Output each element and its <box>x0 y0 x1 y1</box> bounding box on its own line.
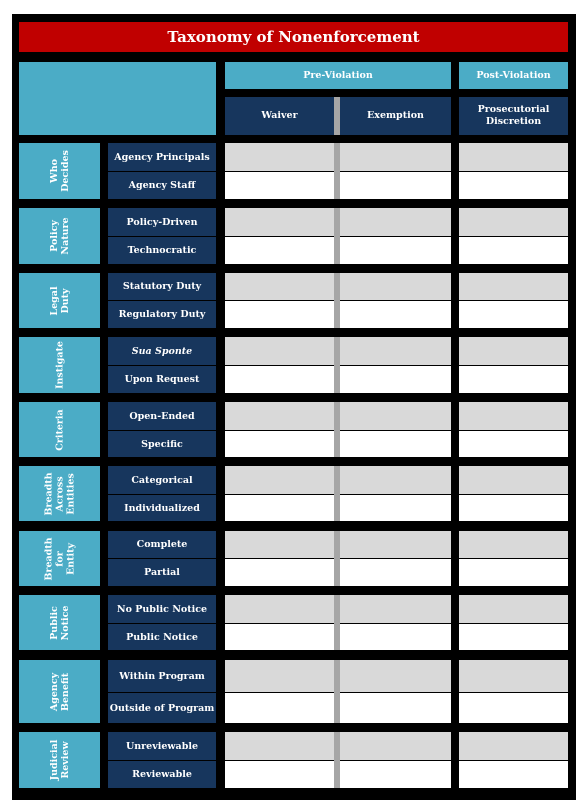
option-label: Agency Principals <box>108 143 216 171</box>
exemption-cell <box>340 366 451 393</box>
exemption-cell <box>340 143 451 171</box>
pre-violation-header: Pre-Violation <box>225 62 451 89</box>
option-label: Outside of Program <box>108 693 216 723</box>
prosecutorial-discretion-cell <box>459 431 568 457</box>
prosecutorial-discretion-cell <box>459 273 568 300</box>
option-label: Categorical <box>108 466 216 494</box>
prosecutorial-discretion-cell <box>459 143 568 171</box>
prosecutorial-discretion-cell <box>459 466 568 494</box>
post-violation-header: Post-Violation <box>459 62 568 89</box>
option-label: Public Notice <box>108 624 216 650</box>
prosecutorial-discretion-cell <box>459 559 568 586</box>
category-label: Judicial Review <box>48 739 71 781</box>
exemption-cell <box>340 172 451 199</box>
prosecutorial-discretion-cell <box>459 624 568 650</box>
option-label: Sua Sponte <box>108 337 216 365</box>
prosecutorial-discretion-cell <box>459 301 568 328</box>
option-label: Specific <box>108 431 216 457</box>
category-breadth-for-entity <box>19 531 100 586</box>
waiver-cell <box>225 402 334 430</box>
waiver-cell <box>225 143 334 171</box>
exemption-cell <box>340 466 451 494</box>
exemption-cell <box>340 531 451 558</box>
option-label: Unreviewable <box>108 732 216 760</box>
category-label: Policy Nature <box>48 217 71 255</box>
waiver-cell <box>225 761 334 788</box>
category-label: Public Notice <box>48 605 71 640</box>
waiver-cell <box>225 301 334 328</box>
prosecutorial-discretion-cell <box>459 337 568 365</box>
waiver-cell <box>225 431 334 457</box>
exemption-cell <box>340 208 451 236</box>
option-label: Open-Ended <box>108 402 216 430</box>
waiver-cell <box>225 237 334 264</box>
waiver-cell <box>225 366 334 393</box>
option-label: Technocratic <box>108 237 216 264</box>
exemption-cell <box>340 495 451 521</box>
option-label: Individualized <box>108 495 216 521</box>
prosecutorial-discretion-cell <box>459 172 568 199</box>
option-label: No Public Notice <box>108 595 216 623</box>
prosecutorial-discretion-cell <box>459 402 568 430</box>
waiver-cell <box>225 624 334 650</box>
prosecutorial-discretion-cell <box>459 495 568 521</box>
exemption-cell <box>340 559 451 586</box>
prosecutorial-discretion-cell <box>459 237 568 264</box>
exemption-cell <box>340 237 451 264</box>
waiver-cell <box>225 732 334 760</box>
option-label: Partial <box>108 559 216 586</box>
waiver-cell <box>225 495 334 521</box>
prosecutorial-discretion-cell <box>459 761 568 788</box>
waiver-cell <box>225 693 334 723</box>
option-label: Policy-Driven <box>108 208 216 236</box>
waiver-cell <box>225 466 334 494</box>
category-label: Legal Duty <box>48 285 71 316</box>
option-label: Agency Staff <box>108 172 216 199</box>
exemption-cell <box>340 595 451 623</box>
exemption-column-header: Exemption <box>340 97 451 135</box>
exemption-cell <box>340 624 451 650</box>
waiver-cell <box>225 172 334 199</box>
category-label: Breadth for Entity <box>43 536 76 581</box>
exemption-cell <box>340 273 451 300</box>
waiver-cell <box>225 595 334 623</box>
option-label: Statutory Duty <box>108 273 216 300</box>
category-legal-duty <box>19 273 100 328</box>
category-label: Breadth Across Entities <box>43 471 76 516</box>
category-agency-benefit <box>19 660 100 723</box>
option-label: Regulatory Duty <box>108 301 216 328</box>
waiver-cell <box>225 273 334 300</box>
category-judicial-review <box>19 732 100 788</box>
waiver-column-header: Waiver <box>225 97 334 135</box>
prosecutorial-discretion-cell <box>459 660 568 692</box>
option-label: Complete <box>108 531 216 558</box>
option-label: Within Program <box>108 660 216 692</box>
prosecutorial-discretion-cell <box>459 531 568 558</box>
exemption-cell <box>340 732 451 760</box>
category-policy-nature <box>19 208 100 264</box>
waiver-cell <box>225 559 334 586</box>
waiver-cell <box>225 337 334 365</box>
exemption-cell <box>340 761 451 788</box>
exemption-cell <box>340 693 451 723</box>
exemption-cell <box>340 660 451 692</box>
exemption-cell <box>340 337 451 365</box>
prosecutorial-discretion-cell <box>459 732 568 760</box>
prosecutorial-discretion-cell <box>459 366 568 393</box>
category-breadth-across-entities <box>19 466 100 521</box>
category-label: Instigate <box>54 341 65 389</box>
category-who-decides <box>19 143 100 199</box>
waiver-cell <box>225 660 334 692</box>
header-corner-cell <box>19 62 216 135</box>
category-label: Who Decides <box>48 150 71 192</box>
category-label: Criteria <box>54 408 65 451</box>
exemption-cell <box>340 301 451 328</box>
category-instigate <box>19 337 100 393</box>
waiver-cell <box>225 531 334 558</box>
category-label: Agency Benefit <box>48 672 71 711</box>
prosecutorial-discretion-cell <box>459 208 568 236</box>
waiver-cell <box>225 208 334 236</box>
exemption-cell <box>340 431 451 457</box>
exemption-cell <box>340 402 451 430</box>
prosecutorial-discretion-column-header: Prosecutorial Discretion <box>459 97 568 135</box>
prosecutorial-discretion-cell <box>459 693 568 723</box>
category-public-notice <box>19 595 100 650</box>
category-criteria <box>19 402 100 457</box>
option-label: Reviewable <box>108 761 216 788</box>
prosecutorial-discretion-cell <box>459 595 568 623</box>
option-label: Upon Request <box>108 366 216 393</box>
table-title: Taxonomy of Nonenforcement <box>19 22 568 52</box>
